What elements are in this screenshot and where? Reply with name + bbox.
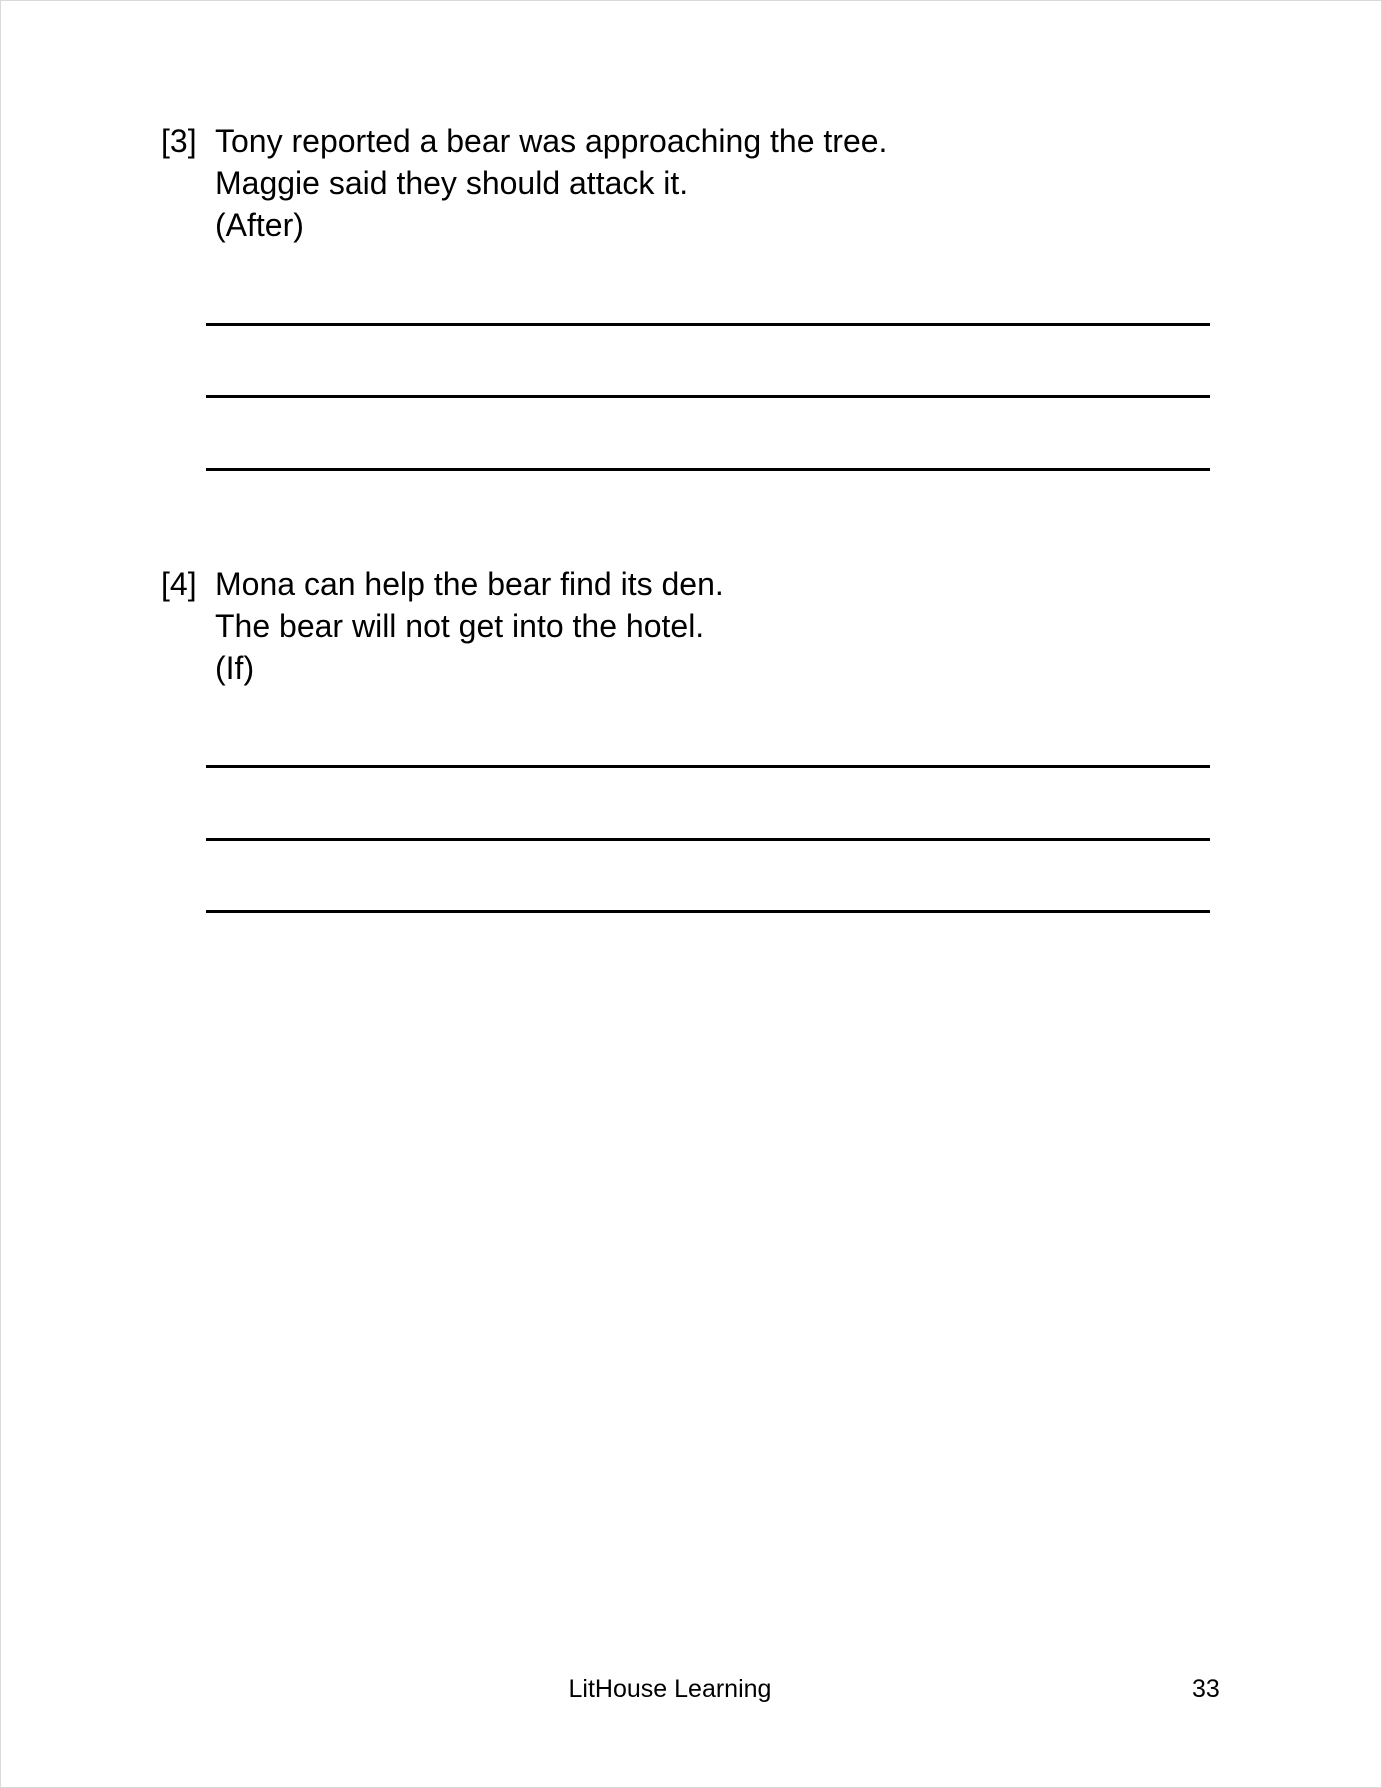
question-sentence-1: Mona can help the bear find its den.	[215, 566, 724, 602]
question-number: [3]	[161, 123, 197, 159]
question-number: [4]	[161, 566, 197, 602]
question-4-first-row	[161, 563, 724, 605]
question-conjunction-hint: (If)	[215, 650, 255, 686]
question-4	[161, 563, 724, 689]
answer-line[interactable]	[206, 838, 1210, 841]
question-3	[161, 120, 887, 246]
question-sentence-2: The bear will not get into the hotel.	[215, 608, 705, 644]
answer-line[interactable]	[206, 323, 1210, 326]
page-number: 33	[1192, 1675, 1220, 1703]
answer-line[interactable]	[206, 468, 1210, 471]
answer-line[interactable]	[206, 395, 1210, 398]
question-sentence-2: Maggie said they should attack it.	[215, 165, 689, 201]
question-sentence-1: Tony reported a bear was approaching the tree.	[215, 123, 888, 159]
answer-line[interactable]	[206, 765, 1210, 768]
answer-line[interactable]	[206, 910, 1210, 913]
footer-publisher: LitHouse Learning	[568, 1675, 772, 1703]
question-3-first-row	[161, 120, 887, 162]
question-conjunction-hint: (After)	[215, 207, 304, 243]
